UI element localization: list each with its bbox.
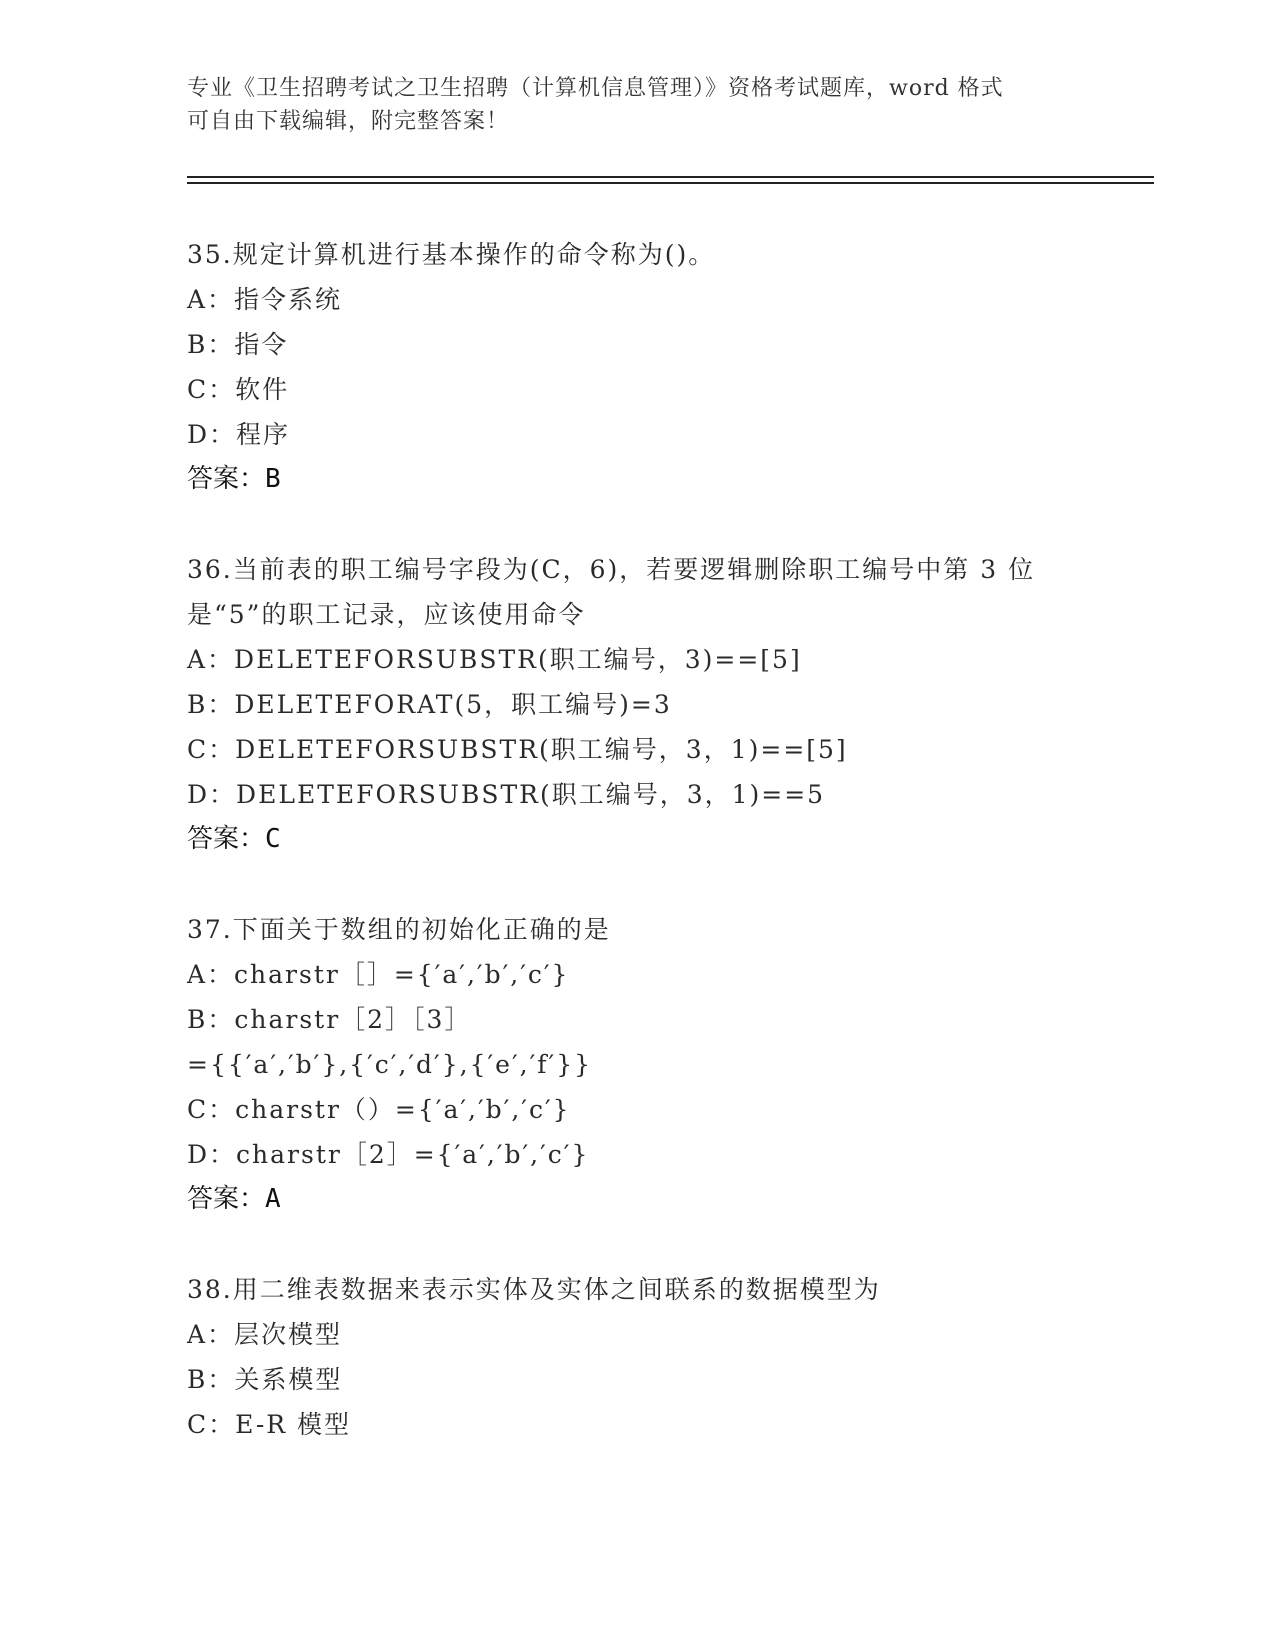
option-b: B：关系模型 — [187, 1365, 343, 1394]
option-c: C：软件 — [187, 375, 290, 404]
question-38 — [187, 1267, 1087, 1447]
answer-line: 答案：B — [187, 464, 281, 494]
option-b: B：DELETEFORAT(5，职工编号)=3 — [187, 690, 672, 719]
answer-line: 答案：C — [187, 824, 281, 854]
document-header — [187, 72, 1087, 138]
option-b: B：charstr［2］［3］ — [187, 1005, 472, 1034]
header-divider-top — [187, 176, 1154, 178]
question-35 — [187, 232, 1087, 502]
option-d: D：charstr［2］={′a′,′b′,′c′} — [187, 1140, 590, 1169]
option-b-continued: ={{′a′,′b′},{′c′,′d′},{′e′,′f′}} — [187, 1050, 593, 1079]
option-d: D：DELETEFORSUBSTR(职工编号，3，1)==5 — [187, 780, 826, 809]
question-36 — [187, 547, 1087, 862]
option-a: A：DELETEFORSUBSTR(职工编号，3)==[5] — [187, 645, 802, 674]
header-divider-bottom — [187, 182, 1154, 184]
option-b: B：指令 — [187, 330, 289, 359]
question-list — [187, 232, 1087, 1492]
option-a: A：层次模型 — [187, 1320, 343, 1349]
question-stem: 35.规定计算机进行基本操作的命令称为()。 — [187, 240, 716, 269]
option-a: A：指令系统 — [187, 285, 343, 314]
option-c: C：E-R 模型 — [187, 1410, 352, 1439]
question-stem: 36.当前表的职工编号字段为(C，6)，若要逻辑删除职工编号中第 3 位 — [187, 555, 1036, 584]
header-line-2: 可自由下载编辑，附完整答案！ — [187, 109, 510, 134]
question-37 — [187, 907, 1087, 1222]
option-c: C：DELETEFORSUBSTR(职工编号，3，1)==[5] — [187, 735, 848, 764]
option-d: D：程序 — [187, 420, 291, 449]
answer-line: 答案：A — [187, 1184, 281, 1214]
header-line-1: 专业《卫生招聘考试之卫生招聘（计算机信息管理）》资格考试题库，word 格式 — [187, 76, 1004, 101]
option-c: C：charstr（）={′a′,′b′,′c′} — [187, 1095, 571, 1124]
question-stem-continued: 是“5”的职工记录，应该使用命令 — [187, 600, 586, 629]
question-stem: 38.用二维表数据来表示实体及实体之间联系的数据模型为 — [187, 1275, 881, 1304]
option-a: A：charstr［］={′a′,′b′,′c′} — [187, 960, 570, 989]
question-stem: 37.下面关于数组的初始化正确的是 — [187, 915, 611, 944]
